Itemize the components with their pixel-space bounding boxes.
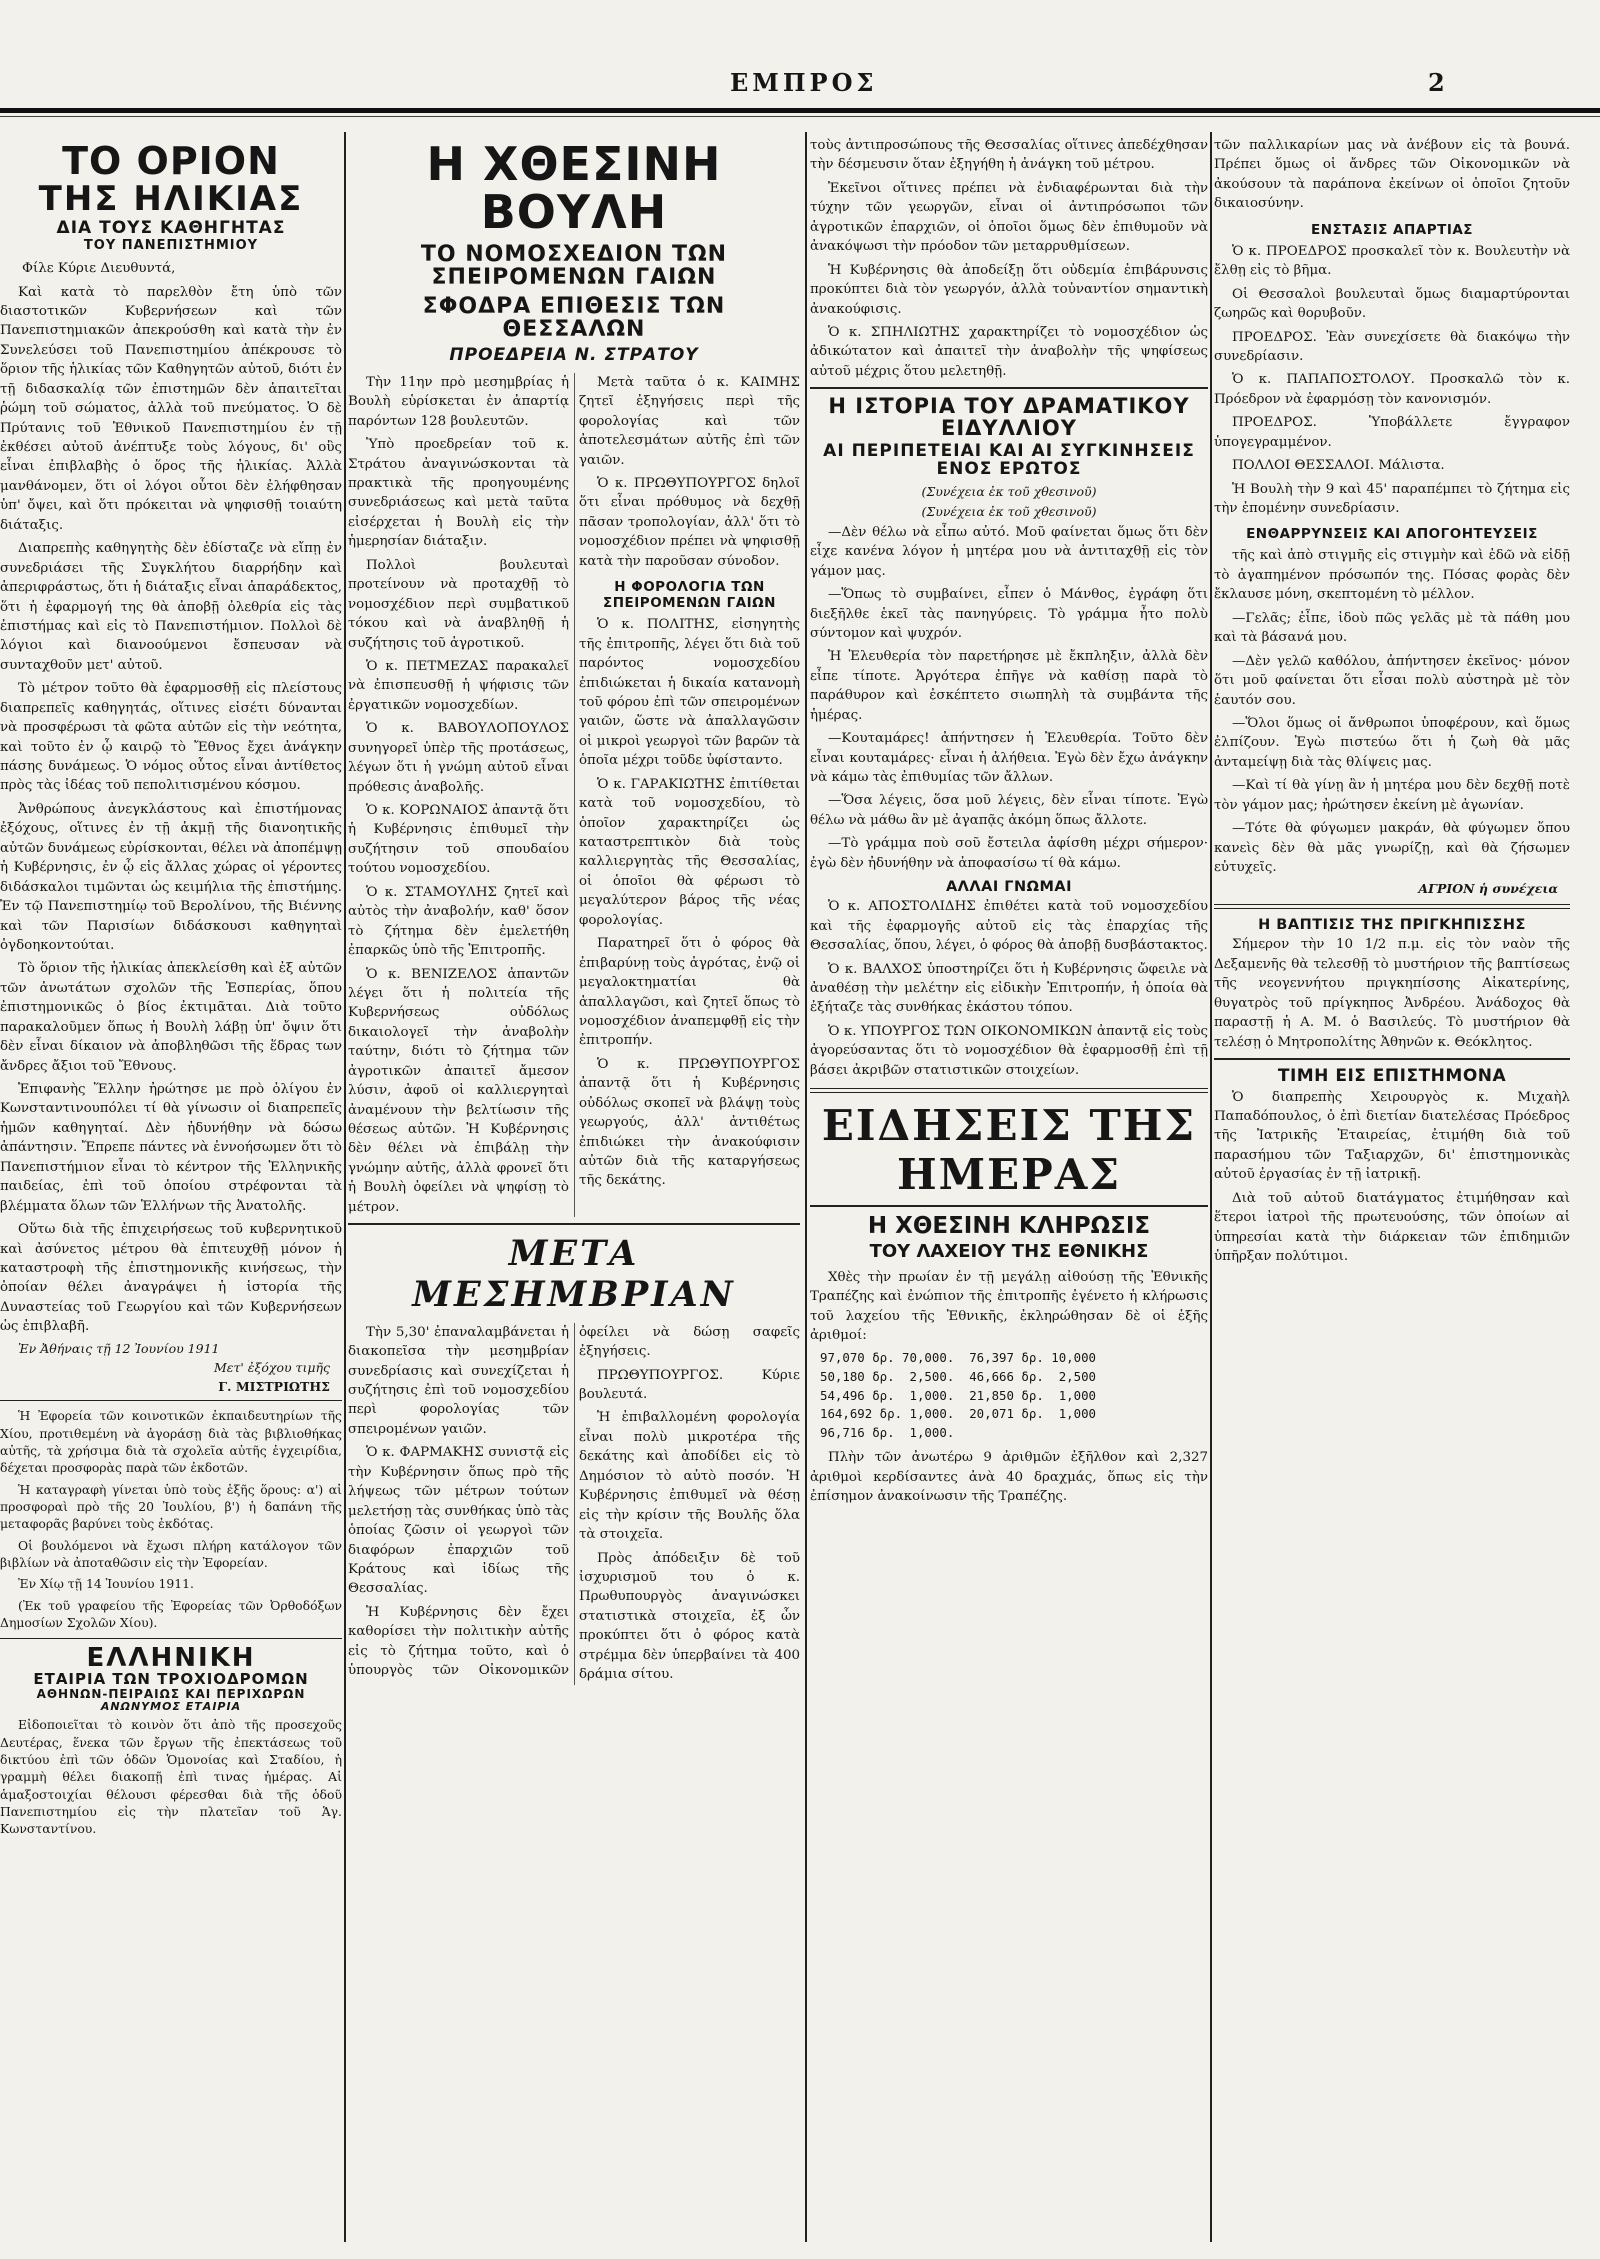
parliament-subtitle-2: ΣΦΟΔΡΑ ΕΠΙΘΕΣΙΣ ΤΩΝ ΘΕΣΣΑΛΩΝ bbox=[422, 293, 726, 342]
lottery-paragraph: Πλὴν τῶν ἀνωτέρω 9 ἀριθμῶν ἐξῆλθον καὶ 2,327 ἀριθμοὶ κερδίσαντες ἀνὰ 40 δραχμάς, ὅπως εἰς τὴν ἐπίσημον ἀνακοίνωσιν τῆς Τραπέζης. bbox=[810, 1450, 1208, 1505]
story-paragraph: —Τότε θὰ φύγωμεν μακράν, θὰ φύγωμεν ὅπου κανεὶς δὲν θὰ μᾶς γνωρίζῃ, καὶ θὰ ζήσωμεν εὐτυχεῖς. bbox=[1214, 821, 1570, 875]
lottery-title: Η ΧΘΕΣΙΝΗ ΚΛΗΡΩΣΙΣ bbox=[867, 1212, 1151, 1239]
report-paragraph: ΠΡΟΕΔΡΟΣ. Ὑποβάλλετε ἔγγραφον ὑπογεγραμμένον. bbox=[1214, 415, 1570, 450]
report-paragraph: Ὁ κ. ΣΤΑΜΟΥΛΗΣ ζητεῖ καὶ αὐτὸς τὴν ἀναβολήν, καθ' ὅσον τὸ ζήτημα δὲν ἐμελετήθη ἐπαρκῶς ὑπὸ τῆς Ἐπιτροπῆς. bbox=[348, 884, 569, 959]
report-paragraph: Τὴν 5,30' ἐπαναλαμβάνεται ἡ διακοπεῖσα τὴν μεσημβρίαν συνεδρίασις καὶ συνεχίζεται ἡ συζήτησις ἐπὶ τοῦ νομοσχεδίου περὶ φορολογίας τῶν σπειρομένων γαιῶν. bbox=[348, 1324, 569, 1437]
news-of-the-day-title: ΕΙΔΗΣΕΙΣ ΤΗΣ ΗΜΕΡΑΣ bbox=[821, 1101, 1197, 1200]
report-paragraph: Οἱ Θεσσαλοὶ βουλευταὶ ὅμως διαμαρτύρονται ζωηρῶς καὶ θορυβοῦν. bbox=[1214, 286, 1570, 322]
letter-paragraph: Τὸ μέτρον τοῦτο θὰ ἐφαρμοσθῇ εἰς πλείστους διαπρεπεῖς καθηγητάς, οἵτινες εἰσέτι δύνανται νὰ προσφέρωσι τὰ φῶτα αὐτῶν εἰς τὴν νεότητα, καὶ τοῦτο ἐν ᾧ καιρῷ τὸ Ἔθνος ἔχει ἀνάγκην πάσης δυνάμεως. Ὁ νόμος οὗτος εἶναι ἀντίθετος πρὸς τὰς ἰδέας τοῦ πεπολιτισμένου κόσμου. bbox=[0, 681, 342, 794]
masthead-rule bbox=[0, 108, 1600, 113]
honor-paragraph: Ὁ διαπρεπὴς Χειρουργὸς κ. Μιχαὴλ Παπαδόπουλος, ὁ ἐπὶ διετίαν διατελέσας Πρόεδρος τῆς Ἰατρικῆς Ἑταιρείας, ἐτιμήθη διὰ τοῦ παρασήμου τῶν Ταξιαρχῶν, δι' ἐπιστημονικὰς αὐτοῦ ἐργασίας ἐν τῇ ἰατρικῇ. bbox=[1214, 1089, 1570, 1183]
report-paragraph: ΠΟΛΛΟΙ ΘΕΣΣΑΛΟΙ. Μάλιστα. bbox=[1232, 458, 1445, 474]
letter-signature: Γ. ΜΙΣΤΡΙΩΤΗΣ bbox=[218, 1378, 330, 1394]
story-paragraph: τῆς καὶ ἀπὸ στιγμῆς εἰς στιγμὴν καὶ ἐδῶ νὰ εἰδῇ τὸ ἀγαπημένον πρόσωπόν της. Πόσας φορὰς δὲν ἔκλαυσε μόνη, σκεπτομένη τὸ μέλλον. bbox=[1214, 548, 1570, 603]
notice-paragraph: (Ἐκ τοῦ γραφείου τῆς Ἐφορείας τῶν Ὀρθοδόξων Δημοσίων Σχολῶν Χίου). bbox=[0, 1597, 342, 1631]
divider bbox=[810, 1205, 1208, 1207]
baptism-paragraph: Σήμερον τὴν 10 1/2 π.μ. εἰς τὸν ναὸν τῆς Δεξαμενῆς θὰ τελεσθῇ τὸ μυστήριον τῆς βαπτίσεως τῆς νεογεννήτου πριγκηπίσσης Αἰκατερίνης, θυγατρὸς τοῦ πρίγκηπος Ἀνδρέου. Ἀνάδοχος θὰ παραστῇ ἡ Α. Μ. ὁ Βασιλεύς. Τὸ μυστήριον θὰ τελέσῃ ὁ Μητροπολίτης Ἀθηνῶν κ. Θεόκλητος. bbox=[1214, 937, 1570, 1050]
report-paragraph: Ἐκεῖνοι οἵτινες πρέπει νὰ ἐνδιαφέρωνται διὰ τὴν τύχην τῶν γεωργῶν, εἶναι οἱ ἀντιπρόσωποι τῶν ἀγροτικῶν ἐπαρχιῶν, οἱ ὁποῖοι ὅμως δὲν ἐπιθυμοῦν νὰ ἀνακόψωσι τὴν πρόοδον τῶν μεταρρυθμίσεων. bbox=[810, 180, 1208, 255]
report-paragraph: ΠΡΟΕΔΡΟΣ. Ἐὰν συνεχίσετε θὰ διακόψω τὴν συνεδρίασιν. bbox=[1214, 329, 1570, 364]
afternoon-title: ΜΕΤΑ ΜΕΣΗΜΒΡΙΑΝ bbox=[412, 1232, 736, 1315]
divider bbox=[810, 1088, 1208, 1093]
afternoon-report bbox=[348, 1323, 800, 1685]
report-paragraph: Ὁ κ. ΠΕΤΜΕΖΑΣ παρακαλεῖ νὰ ἐπισπευσθῇ ἡ ψήφισις τῶν ἐργατικῶν νομοσχεδίων. bbox=[348, 658, 569, 713]
section-heading: ΑΛΛΑΙ ΓΝΩΜΑΙ bbox=[945, 879, 1073, 896]
report-paragraph: Ὁ κ. ΚΟΡΩΝΑΙΟΣ ἀπαντᾷ ὅτι ἡ Κυβέρνησις ἐπιθυμεῖ τὴν συζήτησιν τοῦ σπουδαίου τούτου νομοσχεδίου. bbox=[348, 803, 569, 877]
honor-paragraph: Διὰ τοῦ αὐτοῦ διατάγματος ἐτιμήθησαν καὶ ἕτεροι ἰατροὶ τῆς πρωτευούσης, τῶν ὁποίων αἱ ὑπηρεσίαι κατὰ τὴν διάρκειαν τῶν ἐπιδημιῶν ὑπῆρξαν πολύτιμοι. bbox=[1214, 1190, 1570, 1265]
report-paragraph: Ὁ κ. ΦΑΡΜΑΚΗΣ συνιστᾷ εἰς τὴν Κυβέρνησιν ὅπως πρὸ τῆς λήψεως τῶν μέτρων τούτων μελετήσῃ τὰς συνθήκας ὑπὸ τὰς ὁποίας ζῶσιν οἱ γεωργοὶ τῶν διαφόρων ἐπαρχιῶν τοῦ Κράτους καὶ ἰδίως τῆς Θεσσαλίας. bbox=[348, 1445, 569, 1597]
story-paragraph: —Γελᾶς; ἐἶπε, ἰδοὺ πῶς γελᾶς μὲ τὰ πάθη μου καὶ τὰ βάσανά μου. bbox=[1214, 610, 1570, 646]
story-paragraph: —Δὲν γελῶ καθόλου, ἀπήντησεν ἐκεῖνος· μόνον ὅτι μοῦ φαίνεται ὅτι εἶσαι πολὺ αὐστηρὰ μὲ τὸν ἑαυτόν σου. bbox=[1214, 653, 1570, 708]
divider bbox=[0, 1400, 342, 1402]
letter-paragraph: Ἐπιφανὴς Ἕλλην ἠρώτησε με πρὸ ὀλίγου ἐν Κωνσταντινουπόλει τί θὰ γίνωσιν οἱ διαπρεπεῖς ἡμῶν καθηγηταί. Δὲν ἠδυνήθην νὰ δώσω ἀπάντησιν. Ἔπρεπε πάντες νὰ ἐννοήσωμεν ὅτι τὸ Πανεπιστήμιον εἶναι τὸ κέντρον τῆς Ἑλληνικῆς παιδείας, ἐπὶ τοῦ ὁποίου στρέφονται τὰ βλέμματα ὅλων τῶν Ἑλλήνων τῆς Ἀνατολῆς. bbox=[0, 1082, 342, 1214]
continuation-note: (Συνέχεια ἐκ τοῦ χθεσινοῦ) bbox=[921, 483, 1097, 499]
masthead bbox=[0, 68, 1600, 138]
report-paragraph: Ὁ κ. ΠΡΩΘΥΠΟΥΡΓΟΣ δηλοῖ ὅτι εἶναι πρόθυμος νὰ δεχθῇ πᾶσαν τροπολογίαν, ἀλλ' ὅτι τὸ νομοσχέδιον πρέπει νὰ ψηφισθῇ κατὰ τὴν παροῦσαν σύνοδον. bbox=[579, 476, 800, 569]
notice-paragraph: Ἡ Ἐφορεία τῶν κοινοτικῶν ἐκπαιδευτηρίων τῆς Χίου, προτιθεμένη νὰ ἀγοράσῃ διὰ τὰς βιβλιοθήκας αὐτῆς, τὰ χρήσιμα διὰ τὰ σχολεῖα αὐτῆς ἐγχειρίδια, δέχεται προσφορὰς παρὰ τῶν ἐκδοτῶν. bbox=[0, 1408, 342, 1476]
report-paragraph: Πολλοὶ βουλευταὶ προτείνουν νὰ προταχθῇ τὸ νομοσχέδιον περὶ συμβατικοῦ τόκου καὶ νὰ ἀναβληθῇ ἡ συζήτησις τοῦ ἀγροτικοῦ. bbox=[348, 557, 569, 651]
masthead-title: ΕΜΠΡΟΣ bbox=[730, 68, 878, 97]
story-continuation: ΑΓΡΙΟΝ ἡ συνέχεια bbox=[1418, 881, 1558, 897]
report-paragraph: τοὺς ἀντιπροσώπους τῆς Θεσσαλίας οἵτινες ἀπεδέχθησαν τὴν δέσμευσιν ὅταν ἐξηγήθη ἡ ἀνάγκη τοῦ μέτρου. bbox=[810, 138, 1208, 173]
section-heading: Η ΦΟΡΟΛΟΓΙΑ ΤΩΝ ΣΠΕΙΡΟΜΕΝΩΝ ΓΑΙΩΝ bbox=[603, 579, 776, 612]
report-paragraph: Ὁ κ. ΠΡΩΘΥΠΟΥΡΓΟΣ ἀπαντᾷ ὅτι ἡ Κυβέρνησις οὐδόλως σκοπεῖ νὰ βλάψῃ τοὺς γεωργούς, ἀλλ' ἀντιθέτως ἐπιδιώκει τὴν ἀνακούφισιν αὐτῶν διὰ τῆς καταργήσεως τῆς δεκάτης. bbox=[579, 1056, 800, 1189]
report-paragraph: Ὁ κ. ΓΑΡΑΚΙΩΤΗΣ ἐπιτίθεται κατὰ τοῦ νομοσχεδίου, τὸ ὁποῖον χαρακτηρίζει ὡς καταστρεπτικὸν διὰ τοὺς καλλιεργητὰς τῆς Θεσσαλίας, οἱ ὁποῖοι θὰ φέρωσι τὸ μεγαλύτερον βάρος τῆς νέας φορολογίας. bbox=[579, 776, 800, 928]
report-paragraph: Ἡ Κυβέρνησις δὲν ἔχει καθορίσει τὴν πολιτικὴν αὐτῆς εἰς τὸ ζήτημα τοῦτο, καὶ ὁ ὑπουργὸς τῶν Οἰκονομικῶν ὀφείλει νὰ δώσῃ σαφεῖς ἐξηγήσεις. bbox=[348, 1324, 800, 1679]
report-paragraph: Ὑπὸ προεδρείαν τοῦ κ. Στράτου ἀναγινώσκονται τὰ πρακτικὰ τῆς προηγουμένης συνεδριάσεως καὶ μετὰ ταῦτα εἰσέρχεται ἡ Βουλὴ εἰς τὴν ἡμερησίαν διάταξιν. bbox=[348, 437, 569, 550]
story-paragraph: —Ὅσα λέγεις, ὅσα μοῦ λέγεις, δὲν εἶναι τίποτε. Ἐγὼ θέλω νὰ μάθω ἂν μὲ ἀγαπᾷς ἀκόμη ὅπως ἄλλοτε. bbox=[810, 793, 1208, 828]
letter-paragraph: Τὸ ὅριον τῆς ἡλικίας ἀπεκλείσθη καὶ ἐξ αὐτῶν τῶν ἀνωτάτων σχολῶν τῆς Ἑσπερίας, ὅπου ἐπιστημονικῶς ὁ βίος ἐκτιμᾶται. Διὰ τοῦτο παρακαλοῦμεν ὅπως ἡ Βουλὴ λάβῃ ὑπ' ὄψιν ὅτι δὲν εἶναι δίκαιον νὰ ἀποβληθῶσι τῆς ἕδρας των ἄνδρες ἄξιοι τοῦ Ἔθνους. bbox=[0, 961, 342, 1074]
drama-title: Η ΙΣΤΟΡΙΑ ΤΟΥ ΔΡΑΜΑΤΙΚΟΥ ΕΙΔΥΛΛΙΟΥ bbox=[828, 393, 1190, 440]
presidency-line: ΠΡΟΕΔΡΕΙΑ Ν. ΣΤΡΑΤΟΥ bbox=[449, 344, 699, 365]
letter-paragraph: Καὶ κατὰ τὸ παρελθὸν ἔτη ὑπὸ τῶν διαστοτικῶν Κυβερνήσεων καὶ τῶν Πανεπιστημιακῶν ἀπεκρούσθη καὶ κατὰ τὴν ἐν Συνελεύσει τοῦ Πανεπιστημίου ἀπέκρουσε τὸ ὅριον τῆς ἡλικίας τῶν Καθηγητῶν αὐτοῦ, διότι ἐν τῇ διδασκαλίᾳ τῶν ἐπιστημῶν δὲν ἀπαιτεῖται ῥώμη τοῦ σώματος, ἀλλὰ τοῦ πνεύματος. Ὁ δὲ Πρύτανις τοῦ Ἐθνικοῦ Πανεπιστημίου ἐν τῇ ἐκθέσει αὐτοῦ ἀνέπτυξε τοὺς λόγους, δι' οὓς εἶναι ἐπιβλαβὴς ὁ ὅρος τῆς ἡλικίας. Ἀλλὰ μανθάνομεν, ὅτι οἱ λόγοι οὗτοι δὲν ἐλήφθησαν ὑπ' ὄψει, καὶ ὅτι πρόκειται νὰ ψηφισθῇ τοιαύτη διάταξις. bbox=[0, 284, 342, 533]
section-heading: ΕΝΣΤΑΣΙΣ ΑΠΑΡΤΙΑΣ bbox=[1310, 221, 1474, 238]
report-paragraph: ΠΡΩΘΥΠΟΥΡΓΟΣ. Κύριε βουλευτά. bbox=[579, 1367, 800, 1402]
report-paragraph: Μετὰ ταῦτα ὁ κ. ΚΑΙΜΗΣ ζητεῖ ἐξηγήσεις περὶ τῆς φορολογίας καὶ τῶν ἀποτελεσμάτων αὐτῆς ἐπὶ τῶν γαιῶν. bbox=[579, 374, 800, 468]
divider bbox=[1214, 1058, 1570, 1060]
report-paragraph: Ὁ κ. ΒΕΝΙΖΕΛΟΣ ἀπαντῶν λέγει ὅτι ἡ πολιτεία τῆς Κυβερνήσεως οὐδόλως δικαιολογεῖ τὴν ἀναβολὴν ταύτην, διότι τὸ ζήτημα τῶν ἀγροτικῶν ἀπαιτεῖ ἄμεσον λύσιν, ἀφοῦ οἱ καλλιεργηταὶ ἀναμένουν τὴν βελτίωσιν τῆς θέσεως αὐτῶν. Ἡ Κυβέρνησις δὲν θέλει νὰ ἐπιβάλῃ τὴν γνώμην αὐτῆς, ἀλλὰ φρονεῖ ὅτι ἡ Βουλὴ ὀφείλει νὰ ψηφίσῃ τὸ μέτρον. bbox=[348, 966, 569, 1215]
divider bbox=[348, 1223, 800, 1225]
page-number: 2 bbox=[1428, 68, 1445, 97]
baptism-title: Η ΒΑΠΤΙΣΙΣ ΤΗΣ ΠΡΙΓΚΗΠΙΣΣΗΣ bbox=[1258, 917, 1526, 934]
letter-closing: Μετ' ἐξόχου τιμῆς bbox=[213, 1359, 330, 1375]
notice-paragraph: Ἡ καταγραφὴ γίνεται ὑπὸ τοὺς ἑξῆς ὅρους: α') αἱ προσφοραὶ πρὸ τῆς 20 Ἰουλίου, β') ἡ δαπάνη τῆς μεταφορᾶς βαρύνει τοὺς ἐκδότας. bbox=[0, 1481, 342, 1532]
company-title-2: ΕΤΑΙΡΙΑ ΤΩΝ ΤΡΟΧΙΟΔΡΟΜΩΝ bbox=[33, 1670, 309, 1689]
letter-paragraph: Ἀνθρώπους ἀνεγκλάστους καὶ ἐπιστήμονας ἐξόχους, οἵτινες ἐν τῇ ἀκμῇ τῆς διανοητικῆς αὐτῶν δυνάμεως εὑρίσκονται, θέλει νὰ ἀποπέμψῃ ἡ Κυβέρνησις, ἐν ᾧ εἰς ἄλλας χώρας οἱ γέροντες διδάσκαλοι τιμῶνται ὡς κειμήλια τῆς ἐπιστήμης. Ἐν τῷ Πανεπιστημίῳ τοῦ Βερολίνου, τῆς Βιέννης καὶ τῶν Παρισίων διδάσκουσι καθηγηταὶ ὀγδοηκοντούται. bbox=[0, 801, 342, 953]
parliament-report bbox=[348, 373, 800, 1217]
column-3 bbox=[810, 136, 1208, 2236]
story-paragraph: —Καὶ τί θὰ γίνῃ ἂν ἡ μητέρα μου δὲν δεχθῇ ποτὲ τὸν γάμον μας; ἠρώτησεν ἐκείνη μὲ ἀγωνίαν. bbox=[1214, 778, 1570, 813]
report-paragraph: Ὁ κ. ΠΡΟΕΔΡΟΣ προσκαλεῖ τὸν κ. Βουλευτὴν νὰ ἔλθῃ εἰς τὸ βῆμα. bbox=[1214, 243, 1570, 279]
honor-title: ΤΙΜΗ ΕΙΣ ΕΠΙΣΤΗΜΟΝΑ bbox=[1277, 1065, 1507, 1086]
divider bbox=[1214, 904, 1570, 909]
parliament-subtitle: ΤΟ ΝΟΜΟΣΧΕΔΙΟΝ ΤΩΝ ΣΠΕΙΡΟΜΕΝΩΝ ΓΑΙΩΝ bbox=[420, 241, 728, 290]
section-heading: ΕΝΘΑΡΡΥΝΣΕΙΣ ΚΑΙ ΑΠΟΓΟΗΤΕΥΣΕΙΣ bbox=[1246, 526, 1538, 543]
lottery-numbers: 97,070 δρ. 70,000. 76,397 δρ. 10,000 50,180 δρ. 2,500. 46,666 δρ. 2,500 54,496 δρ. 1,000. 21,850 δρ. 1,000 164,692 δρ. 1,000. 20,071 δρ. 1,000 96,716 δρ. 1,000. bbox=[820, 1350, 1097, 1440]
parliament-title: Η ΧΘΕΣΙΝΗ ΒΟΥΛΗ bbox=[426, 137, 722, 240]
story-paragraph: —Ὅπως τὸ συμβαίνει, εἶπεν ὁ Μάνθος, ἐγράφη ὅτι διεξῆλθε ἑκεῖ τὰς πανηγύρεις. Τὸ γράμμα ἦτο πολὺ σύντομον καὶ ψυχρόν. bbox=[810, 587, 1208, 641]
company-title: ΕΛΛΗΝΙΚΗ bbox=[86, 1643, 256, 1673]
company-sub: ΑΝΩΝΥΜΟΣ ΕΤΑΙΡΙΑ bbox=[100, 1699, 242, 1713]
lottery-subtitle: ΤΟΥ ΛΑΧΕΙΟΥ ΤΗΣ ΕΘΝΙΚΗΣ bbox=[869, 1240, 1149, 1262]
report-paragraph: Ὁ κ. ΑΠΟΣΤΟΛΙΔΗΣ ἐπιθέτει κατὰ τοῦ νομοσχεδίου καὶ τῆς ἐφαρμογῆς αὐτοῦ εἰς τὰς ἐπαρχίας τῆς Θεσσαλίας, ὅπου, λέγει, ὁ φόρος θὰ ἀποβῇ δυσβάστακτος. bbox=[810, 899, 1208, 954]
column-4 bbox=[1214, 136, 1570, 2236]
report-paragraph: Πρὸς ἀπόδειξιν δὲ τοῦ ἰσχυρισμοῦ του ὁ κ. Πρωθυπουργὸς ἀναγινώσκει στατιστικὰ στοιχεῖα, ἐξ ὧν προκύπτει ὅτι ὁ φόρος κατὰ στρέμμα δὲν ὑπερβαίνει τὰ 400 δράμια σίτου. bbox=[579, 1550, 800, 1683]
column-2 bbox=[348, 136, 800, 2236]
letter-date: Ἐν Ἀθήναις τῇ 12 Ἰουνίου 1911 bbox=[18, 1340, 220, 1356]
age-limit-title-2: ΤΗΣ ΗΛΙΚΙΑΣ bbox=[38, 178, 304, 219]
report-paragraph: Ἡ ἐπιβαλλομένη φορολογία εἶναι πολὺ μικροτέρα τῆς δεκάτης καὶ ἀποδίδει εἰς τὸ Δημόσιον τὸ αὐτὸ ποσόν. Ἡ Κυβέρνησις ἐπιθυμεῖ νὰ θέσῃ εἰς τὴν κρίσιν τῆς Βουλῆς ὅλα τὰ στοιχεῖα. bbox=[579, 1410, 800, 1543]
company-paragraph: Εἰδοποιεῖται τὸ κοινὸν ὅτι ἀπὸ τῆς προσεχοῦς Δευτέρας, ἕνεκα τῶν ἔργων τῆς ἐπεκτάσεως τοῦ δικτύου ἐπὶ τῶν ὁδῶν Ὁμονοίας καὶ Σταδίου, ἡ γραμμὴ θέλει διακοπῇ ἐπὶ τινας ἡμέρας. Αἱ ἁμαξοστοιχίαι θέλουσι φέρεσθαι διὰ τῆς ὁδοῦ Πανεπιστημίου εἰς τὴν πλατεῖαν τοῦ Ἁγ. Κωνσταντίνου. bbox=[0, 1717, 342, 1837]
lottery-paragraph: Χθὲς τὴν πρωίαν ἐν τῇ μεγάλῃ αἰθούσῃ τῆς Ἐθνικῆς Τραπέζης καὶ ἐνώπιον τῆς ἐπιτροπῆς ἐγένετο ἡ κλήρωσις τοῦ λαχείου τῆς Ἐθνικῆς, ἐκληρώθησαν δὲ οἱ ἑξῆς ἀριθμοί: bbox=[810, 1269, 1208, 1343]
report-paragraph: Ἡ Κυβέρνησις θὰ ἀποδείξῃ ὅτι οὐδεμία ἐπιβάρυνσις προκύπτει διὰ τὸν γεωργόν, ἀλλὰ τοὐναντίον σημαντικὴ ἀνακούφισις. bbox=[810, 262, 1208, 317]
report-paragraph: τῶν παλλικαρίων μας νὰ ἀνέβουν εἰς τὰ βουνά. Πρέπει ὅμως οἱ ἄνδρες τῶν Οἰκονομικῶν νὰ ἀκούσουν τὰ παράπονα ἐκείνων οἱ ὁποῖοι ζητοῦν δικαιοσύνην. bbox=[1214, 138, 1570, 212]
report-paragraph: Ὁ κ. ΠΑΠΑΠΟΣΤΟΛΟΥ. Προσκαλῶ τὸν κ. Πρόεδρον νὰ ἐφαρμόσῃ τὸν κανονισμόν. bbox=[1214, 372, 1570, 407]
report-paragraph: Ἡ Βουλὴ τὴν 9 καὶ 45' παραπέμπει τὸ ζήτημα εἰς τὴν ἐπομένην συνεδρίασιν. bbox=[1214, 481, 1570, 516]
story-paragraph: —Κουταμάρες! ἀπήντησεν ἡ Ἐλευθερία. Τοῦτο δὲν εἶναι κουταμάρες· εἶναι ἡ ἀλήθεια. Ἐγὼ δὲν ἔχω ἀνάγκην νὰ κάμω τὰς ἐπιθυμίας τῶν ἄλλων. bbox=[810, 731, 1208, 786]
report-paragraph: Ὁ κ. ΥΠΟΥΡΓΟΣ ΤΩΝ ΟΙΚΟΝΟΜΙΚΩΝ ἀπαντᾷ εἰς τοὺς ἀγορεύσαντας ὅτι τὸ νομοσχέδιον θὰ ἐφαρμοσθῇ ἐπὶ τῇ βάσει ἀκριβῶν στατιστικῶν στοιχείων. bbox=[810, 1023, 1208, 1078]
age-limit-subtitle: ΔΙΑ ΤΟΥΣ ΚΑΘΗΓΗΤΑΣ bbox=[56, 217, 286, 238]
report-paragraph: Ὁ κ. ΠΟΛΙΤΗΣ, εἰσηγητὴς τῆς ἐπιτροπῆς, λέγει ὅτι διὰ τοῦ παρόντος νομοσχεδίου ἐπιδιώκεται ἡ δικαία κατανομὴ τοῦ φόρου ἐπὶ τῶν σπειρομένων γαιῶν, ὥστε νὰ ἀπαλλαγῶσιν οἱ μικροὶ γεωργοὶ τῶν βαρῶν τὰ ὁποῖα μέχρι τοῦδε ὑφίσταντο. bbox=[579, 617, 800, 769]
divider bbox=[810, 387, 1208, 389]
letter-salutation: Φίλε Κύριε Διευθυντά, bbox=[22, 261, 176, 277]
divider bbox=[0, 1638, 342, 1640]
story-paragraph: —Ὅλοι ὅμως οἱ ἄνθρωποι ὑποφέρουν, καὶ ὅμως ἐλπίζουν. Ἐγὼ πιστεύω ὅτι ἡ ζωὴ θὰ μᾶς ἀνταμείψῃ διὰ τὰς θλίψεις μας. bbox=[1214, 715, 1570, 770]
notice-paragraph: Ἐν Χίῳ τῇ 14 Ἰουνίου 1911. bbox=[18, 1576, 194, 1592]
letter-paragraph: Οὕτω διὰ τῆς ἐπιχειρήσεως τοῦ κυβερνητικοῦ καὶ ἀσύνετος μέτρου θὰ ἐπιτευχθῇ μόνον ἡ καταστροφὴ τῆς ἐπιστημονικῆς κινήσεως, τὴν ὁποίαν θέλει ἀναγράψει ἡ ἱστορία τῆς Δυναστείας τοῦ Γεωργίου καὶ τῶν Κυβερνήσεων ὡς ἐπιβλαβῆ. bbox=[0, 1222, 342, 1335]
company-title-3: ΑΘΗΝΩΝ-ΠΕΙΡΑΙΩΣ ΚΑΙ ΠΕΡΙΧΩΡΩΝ bbox=[36, 1687, 306, 1702]
report-paragraph: Ὁ κ. ΒΑΒΟΥΛΟΠΟΥΛΟΣ συνηγορεῖ ὑπὲρ τῆς προτάσεως, λέγων ὅτι ἡ γνώμη αὐτοῦ εἶναι πρόθεσις ἀναβολῆς. bbox=[348, 721, 569, 795]
continuation-note: (Συνέχεια ἐκ τοῦ χθεσινοῦ) bbox=[921, 503, 1097, 519]
column-divider bbox=[805, 132, 807, 2242]
column-1 bbox=[0, 136, 342, 2236]
story-paragraph: Ἡ Ἐλευθερία τὸν παρετήρησε μὲ ἔκπληξιν, ἀλλὰ δὲν εἶπε τίποτε. Ἀργότερα ἐπῆγε νὰ καθίσῃ παρὰ τὸ παράθυρον καὶ ἐσκέπτετο σιωπηλὴ τὰ συμβάντα τῆς ἡμέρας. bbox=[810, 649, 1208, 723]
age-limit-subtitle-2: ΤΟΥ ΠΑΝΕΠΙΣΤΗΜΙΟΥ bbox=[83, 238, 259, 254]
drama-subtitle: ΑΙ ΠΕΡΙΠΕΤΕΙΑΙ ΚΑΙ ΑΙ ΣΥΓΚΙΝΗΣΕΙΣ ΕΝΟΣ ΕΡΩΤΟΣ bbox=[823, 440, 1195, 479]
letter-paragraph: Διαπρεπὴς καθηγητὴς δὲν ἐδίσταζε νὰ εἴπῃ ἐν συνεδριάσει τῆς Συγκλήτου διαρρήδην καὶ ἀπεριφράστως, ὅτι ἡ διάταξις εἶναι ἀπαράδεκτος, ὅτι ἡ ἐφαρμογή της θὰ ἀποβῇ ὀλεθρία εἰς τὰς ἐπιστήμας καὶ εἰς τὸ Πανεπιστήμιον. Πολλοὶ δὲ λόγιοι καὶ διανοούμενοι ἔσπευσαν νὰ συνταχθοῦν μετ' αὐτοῦ. bbox=[0, 541, 342, 673]
report-paragraph: Ὁ κ. ΣΠΗΛΙΩΤΗΣ χαρακτηρίζει τὸ νομοσχέδιον ὡς ἀδικώτατον καὶ ἀπαιτεῖ τὴν ἀναβολὴν τῆς ψηφίσεως αὐτοῦ μέχρις ὅτου μελετηθῇ. bbox=[810, 324, 1208, 379]
masthead-rule-thin bbox=[0, 116, 1600, 117]
column-divider bbox=[344, 132, 346, 2242]
notice-paragraph: Οἱ βουλόμενοι νὰ ἔχωσι πλήρη κατάλογον τῶν βιβλίων νὰ ἀποταθῶσιν εἰς τὴν Ἐφορείαν. bbox=[0, 1537, 342, 1571]
column-divider bbox=[1210, 132, 1212, 2242]
story-paragraph: —Δὲν θέλω νὰ εἶπω αὐτό. Μοῦ φαίνεται ὅμως ὅτι δὲν εἶχε κανένα λόγον ἡ μητέρα μου νὰ ἀντιταχθῇ εἰς τὸν γάμον μας. bbox=[810, 524, 1208, 579]
report-paragraph: Παρατηρεῖ ὅτι ὁ φόρος θὰ ἐπιβαρύνῃ τοὺς ἀγρότας, ἐνῷ οἱ μεγαλοκτηματίαι θὰ ἀπαλλαγῶσι, καὶ ζητεῖ ὅπως τὸ νομοσχέδιον ἀναπεμφθῇ εἰς τὴν ἐπιτροπήν. bbox=[579, 936, 800, 1049]
report-paragraph: Ὁ κ. ΒΑΛΧΟΣ ὑποστηρίζει ὅτι ἡ Κυβέρνησις ὤφειλε νὰ ἀναθέσῃ τὴν μελέτην εἰς εἰδικὴν Ἐπιτροπήν, ἡ ὁποία θὰ ἐξήταζε τὰς συνθήκας ἑκάστου τόπου. bbox=[810, 961, 1208, 1016]
report-paragraph: Τὴν 11ην πρὸ μεσημβρίας ἡ Βουλὴ εὑρίσκεται ἐν ἀπαρτίᾳ παρόντων 128 βουλευτῶν. bbox=[348, 374, 569, 429]
story-paragraph: —Τὸ γράμμα ποὺ σοῦ ἔστειλα ἀφίσθη μέχρι σήμερον· ἐγὼ δὲν ἠδυνήθην νὰ ἀποφασίσω τί θὰ κάμω. bbox=[810, 836, 1208, 871]
age-limit-title: ΤΟ ΟΡΙΟΝ bbox=[62, 139, 280, 183]
